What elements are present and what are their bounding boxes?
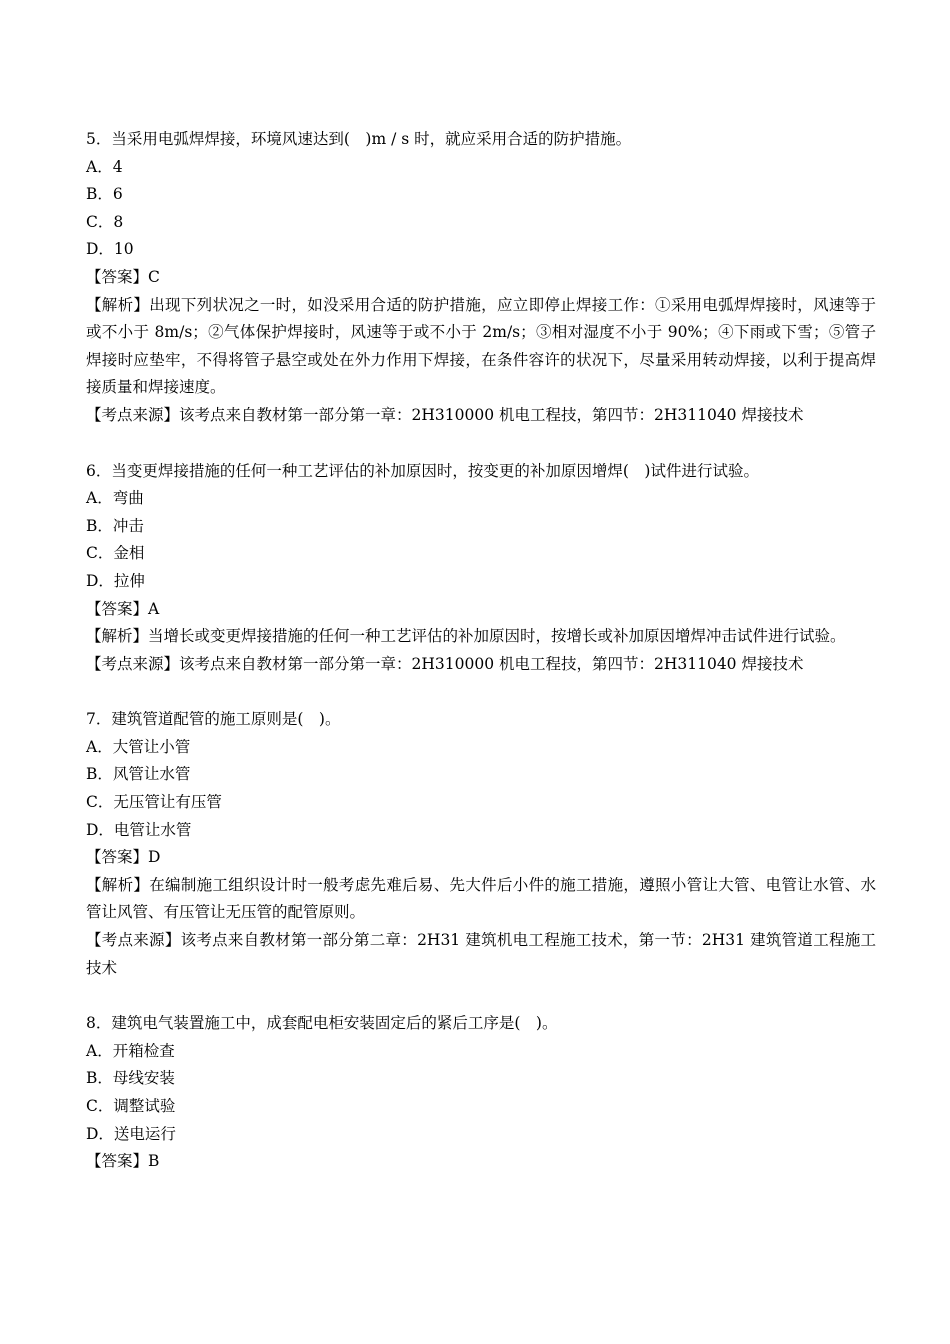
source-text: 该考点来自教材第一部分第一章：2H310000 机电工程技，第四节：2H311040 焊接技术 bbox=[179, 654, 804, 673]
analysis-text: 出现下列状况之一时，如没采用合适的防护措施，应立即停止焊接工作：①采用电弧焊焊接时，风速等于或不小于 8m/s；②气体保护焊接时，风速等于或不小于 2m/s；③相对湿度不小于 90%；④下雨或下雪；⑤管子焊接时应垫牢，不得将管子悬空或处在外力作用下焊接，在条件容许的状况下，尽量采用转动焊接，以利于提高焊接质量和焊接速度。 bbox=[86, 295, 876, 397]
option-a: A．开箱检查 bbox=[86, 1041, 175, 1060]
option-a: A．弯曲 bbox=[86, 489, 144, 508]
option-a: A．4 bbox=[86, 157, 123, 176]
source-label: 【考点来源】 bbox=[86, 405, 180, 424]
question-stem: 8．建筑电气装置施工中，成套配电柜安装固定后的紧后工序是( )。 bbox=[86, 1014, 558, 1033]
question-6 bbox=[86, 458, 876, 679]
option-d: D．拉伸 bbox=[86, 571, 145, 590]
option-c: C．8 bbox=[86, 212, 124, 231]
answer-value: B bbox=[148, 1152, 160, 1171]
option-d: D．送电运行 bbox=[86, 1124, 176, 1143]
answer-line bbox=[86, 1148, 876, 1176]
answer-value: C bbox=[148, 267, 160, 286]
document-page bbox=[86, 126, 876, 1176]
question-stem: 6．当变更焊接措施的任何一种工艺评估的补加原因时，按变更的补加原因增焊( )试件进行试验。 bbox=[86, 461, 759, 480]
source-label: 【考点来源】 bbox=[86, 654, 180, 673]
question-8 bbox=[86, 1010, 876, 1176]
answer-label: 【答案】 bbox=[86, 267, 149, 286]
answer-label: 【答案】 bbox=[86, 1152, 149, 1171]
source-label: 【考点来源】 bbox=[86, 931, 181, 950]
answer-value: D bbox=[148, 848, 161, 867]
analysis-paragraph bbox=[86, 623, 876, 651]
source-paragraph bbox=[86, 651, 876, 679]
option-b: B．冲击 bbox=[86, 516, 144, 535]
option-a: A．大管让小管 bbox=[86, 737, 191, 756]
analysis-paragraph bbox=[86, 872, 876, 927]
analysis-label: 【解析】 bbox=[86, 875, 150, 894]
analysis-text: 当增长或变更焊接措施的任何一种工艺评估的补加原因时，按增长或补加原因增焊冲击试件进行试验。 bbox=[148, 627, 846, 646]
option-b: B．6 bbox=[86, 185, 123, 204]
option-b: B．母线安装 bbox=[86, 1069, 175, 1088]
answer-label: 【答案】 bbox=[86, 848, 149, 867]
source-text: 该考点来自教材第一部分第一章：2H310000 机电工程技，第四节：2H311040 焊接技术 bbox=[179, 405, 804, 424]
option-c: C．无压管让有压管 bbox=[86, 793, 222, 812]
question-5 bbox=[86, 126, 876, 430]
question-7 bbox=[86, 706, 876, 982]
option-c: C．金相 bbox=[86, 544, 145, 563]
answer-line bbox=[86, 596, 876, 624]
answer-line bbox=[86, 844, 876, 872]
analysis-text: 在编制施工组织设计时一般考虑先难后易、先大件后小件的施工措施，遵照小管让大管、电管让水管、水管让风管、有压管让无压管的配管原则。 bbox=[86, 875, 876, 922]
option-d: D．电管让水管 bbox=[86, 820, 192, 839]
option-b: B．风管让水管 bbox=[86, 765, 191, 784]
question-stem: 5．当采用电弧焊焊接，环境风速达到( )m / s 时，就应采用合适的防护措施。 bbox=[86, 130, 632, 148]
answer-label: 【答案】 bbox=[86, 599, 149, 618]
answer-line bbox=[86, 264, 876, 292]
question-stem: 7．建筑管道配管的施工原则是( )。 bbox=[86, 710, 341, 729]
source-text: 该考点来自教材第一部分第二章：2H31 建筑机电工程施工技术，第一节：2H31 建筑管道工程施工技术 bbox=[86, 931, 876, 977]
option-c: C．调整试验 bbox=[86, 1097, 176, 1115]
analysis-paragraph bbox=[86, 292, 876, 402]
source-paragraph bbox=[86, 927, 876, 982]
source-paragraph bbox=[86, 402, 876, 430]
analysis-label: 【解析】 bbox=[86, 295, 150, 314]
answer-value: A bbox=[148, 599, 160, 618]
option-d: D．10 bbox=[86, 240, 134, 259]
analysis-label: 【解析】 bbox=[86, 627, 149, 646]
